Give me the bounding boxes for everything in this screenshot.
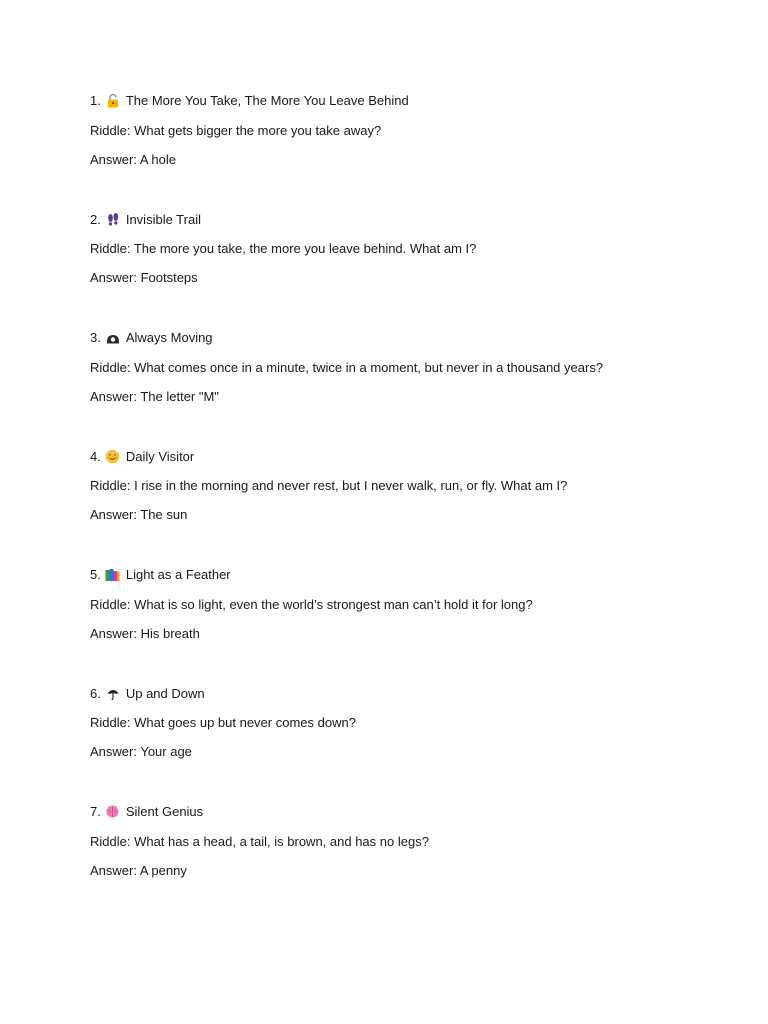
lock-icon [105, 93, 121, 109]
riddle-entry [90, 566, 730, 685]
riddle-number: 2. [90, 211, 101, 227]
mantelpiece-clock-icon [105, 330, 121, 346]
riddle-heading [90, 92, 730, 109]
umbrella-icon [105, 685, 121, 701]
riddle-heading [90, 685, 730, 702]
riddle-answer: Answer: The sun [90, 507, 188, 522]
riddle-answer: Answer: The letter "M" [90, 388, 219, 404]
riddle-heading [90, 448, 730, 465]
brain-icon [105, 804, 121, 820]
riddle-heading [90, 329, 730, 346]
riddle-answer: Answer: Your age [90, 744, 192, 759]
riddle-question: Riddle: What is so light, even the world’s strongest man can’t hold it for long? [90, 596, 533, 612]
riddle-heading [90, 566, 730, 583]
footprints-icon [105, 211, 121, 227]
riddle-answer: Answer: A penny [90, 862, 187, 878]
riddle-number: 5. [90, 567, 101, 582]
sun-face-icon [105, 448, 121, 464]
riddle-entry [90, 685, 730, 804]
riddle-question: Riddle: The more you take, the more you leave behind. What am I? [90, 241, 477, 256]
riddle-entry [90, 803, 730, 922]
riddle-question: Riddle: What gets bigger the more you take away? [90, 122, 382, 138]
riddle-title: Invisible Trail [125, 211, 201, 227]
riddle-entry [90, 448, 730, 567]
riddle-number: 7. [90, 804, 101, 819]
riddle-answer: Answer: His breath [90, 625, 200, 641]
riddle-number: 4. [90, 448, 101, 464]
riddle-title: The More You Take, The More You Leave Behind [125, 93, 409, 108]
riddle-question: Riddle: What comes once in a minute, twice in a moment, but never in a thousand years? [90, 359, 604, 375]
riddle-title: Light as a Feather [125, 567, 231, 582]
riddle-number: 1. [90, 93, 101, 108]
riddle-question: Riddle: What goes up but never comes down? [90, 715, 356, 730]
riddle-title: Daily Visitor [125, 448, 195, 464]
riddle-number: 3. [90, 330, 101, 345]
riddle-title: Up and Down [125, 685, 205, 701]
riddle-entry [90, 92, 730, 211]
riddle-title: Silent Genius [125, 804, 204, 819]
riddle-list [90, 92, 730, 922]
riddle-question: Riddle: What has a head, a tail, is brown, and has no legs? [90, 833, 429, 849]
riddle-entry [90, 329, 730, 448]
riddle-entry [90, 211, 730, 330]
riddle-heading [90, 803, 730, 820]
riddle-answer: Answer: Footsteps [90, 270, 198, 285]
riddle-title: Always Moving [125, 330, 213, 345]
riddle-answer: Answer: A hole [90, 151, 176, 167]
books-icon [105, 567, 121, 583]
riddle-number: 6. [90, 685, 101, 701]
riddle-question: Riddle: I rise in the morning and never rest, but I never walk, run, or fly. What am I? [90, 478, 568, 493]
riddle-heading [90, 211, 730, 228]
